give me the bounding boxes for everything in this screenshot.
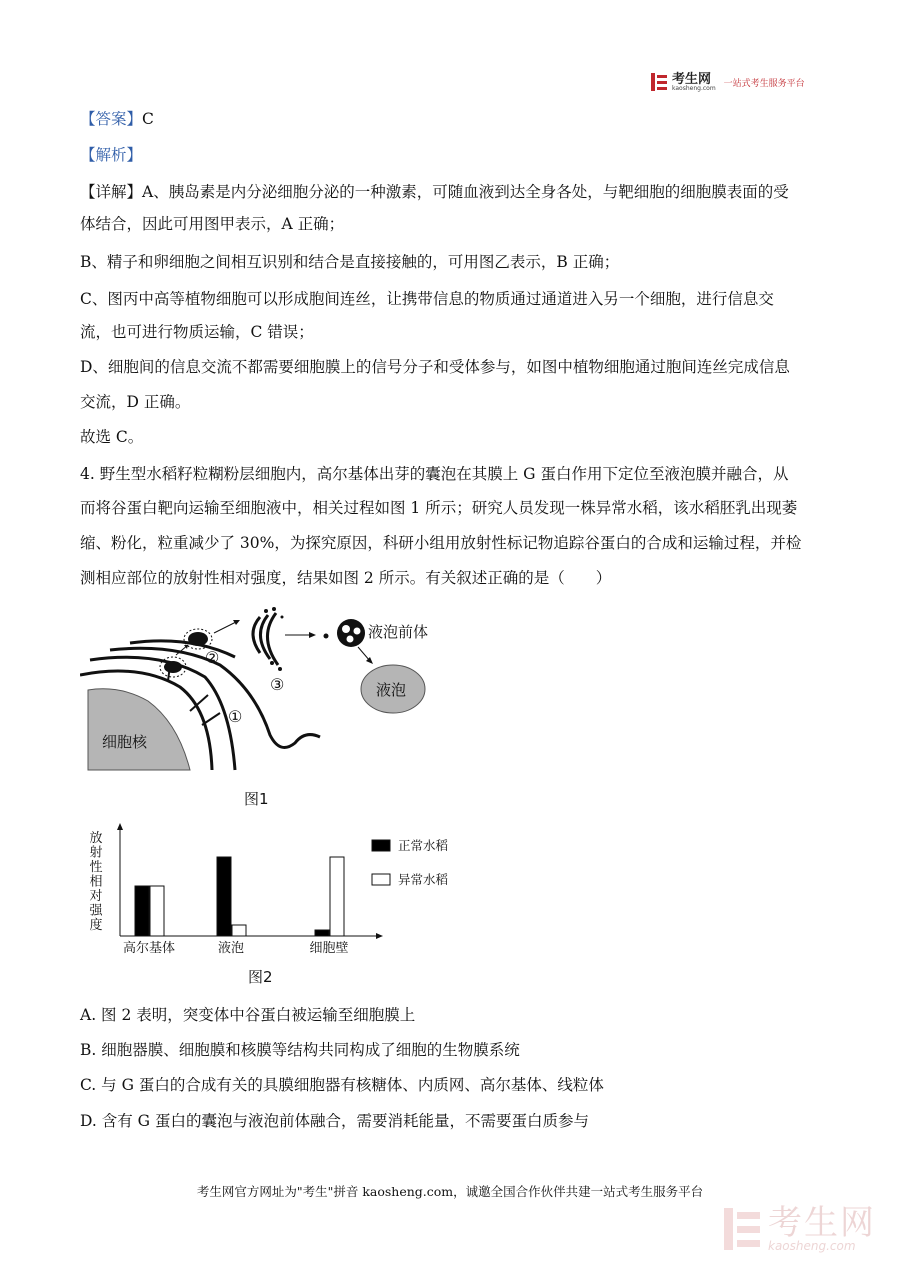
legend-swatch (372, 874, 390, 885)
vacuole-precursor (337, 619, 365, 647)
y-axis-label-char: 强 (89, 903, 103, 919)
logo-slogan: 一站式考生服务平台 (723, 78, 805, 89)
legend-label: 异常水稻 (398, 872, 449, 887)
analysis-line (80, 145, 825, 165)
logo-url: kaosheng.com (672, 84, 716, 92)
explanation-conclusion: 故选 C。 (80, 428, 144, 446)
answer-label: 【答案】 (80, 110, 143, 128)
step-3-label: ③ (270, 675, 285, 694)
figure-1-caption: 图1 (244, 790, 269, 808)
y-axis-label-char: 对 (89, 889, 103, 904)
question-line-3: 缩、粉化，粒重减少了 30%，为探究原因，科研小组用放射性标记物追踪谷蛋白的合成和运输过程，并检 (80, 534, 802, 552)
explanation-line-5: 流，也可进行物质运输，C 错误； (80, 323, 314, 341)
legend-label: 正常水稻 (398, 838, 449, 853)
header-logo (650, 72, 805, 92)
analysis-label: 【解析】 (80, 146, 143, 164)
explanation-line-2: 体结合，因此可用图甲表示，A 正确； (80, 215, 345, 233)
option-a: A. 图 2 表明，突变体中谷蛋白被运输至细胞膜上 (80, 1006, 416, 1024)
explanation-line-7: 交流，D 正确。 (80, 393, 191, 411)
y-axis-arrow (117, 823, 123, 830)
step-2-label: ② (205, 648, 220, 667)
explanation-text-1: A、胰岛素是内分泌细胞分泌的一种激素，可随血液到达全身各处，与靶细胞的细胞膜表面的受 (142, 183, 789, 201)
bar-abnormal (232, 925, 246, 936)
question-line-2: 而将谷蛋白靶向运输至细胞液中，相关过程如图 1 所示；研究人员发现一株异常水稻，该水稻胚乳出现萎 (80, 499, 798, 517)
explanation-line-4: C、图丙中高等植物细胞可以形成胞间连丝，让携带信息的物质通过通道进入另一个细胞，进行信息交 (80, 290, 774, 308)
question-line-4: 测相应部位的放射性相对强度，结果如图 2 所示。有关叙述正确的是（ ） (80, 569, 612, 587)
figure-2-chart (80, 820, 480, 960)
y-axis-label-char: 放 (89, 831, 103, 846)
figure-1-diagram (80, 605, 440, 775)
explanation-line-1 (80, 182, 825, 202)
step-1-label: ① (228, 707, 243, 726)
watermark-name: 考生网 (768, 1203, 876, 1243)
y-axis-label-char: 性 (89, 860, 103, 875)
option-c: C. 与 G 蛋白的合成有关的具膜细胞器有核糖体、内质网、高尔基体、线粒体 (80, 1076, 604, 1094)
watermark (722, 1203, 876, 1253)
bar-abnormal (330, 857, 344, 936)
x-tick-label: 液泡 (217, 941, 245, 956)
option-b: B. 细胞器膜、细胞膜和核膜等结构共同构成了细胞的生物膜系统 (80, 1041, 520, 1059)
y-axis-label-char: 度 (89, 918, 103, 933)
explanation-line-3: B、精子和卵细胞之间相互识别和结合是直接接触的，可用图乙表示，B 正确； (80, 253, 620, 271)
bar-abnormal (150, 886, 164, 936)
explanation-label: 【详解】 (80, 183, 143, 201)
answer-line (80, 109, 825, 129)
x-axis-arrow (376, 933, 383, 939)
precursor-label: 液泡前体 (368, 623, 429, 641)
legend-swatch (372, 840, 390, 851)
nucleus-label: 细胞核 (102, 733, 148, 751)
y-axis-label-char: 射 (89, 845, 103, 861)
watermark-logo-icon (722, 1206, 762, 1252)
question-line-1: 4. 野生型水稻籽粒糊粉层细胞内，高尔基体出芽的囊泡在其膜上 G 蛋白作用下定位至液泡膜并融合，从 (80, 465, 789, 483)
option-d: D. 含有 G 蛋白的囊泡与液泡前体融合，需要消耗能量，不需要蛋白质参与 (80, 1112, 589, 1130)
watermark-url: kaosheng.com (768, 1239, 856, 1253)
nucleus-shape (88, 689, 190, 770)
bar-normal (135, 886, 149, 936)
explanation-line-6: D、细胞间的信息交流不都需要细胞膜上的信号分子和受体参与，如图中植物细胞通过胞间连丝完成信息 (80, 358, 790, 376)
answer-value: C (142, 110, 154, 128)
figure-2-caption: 图2 (248, 968, 273, 986)
x-tick-label: 细胞壁 (309, 941, 349, 956)
bar-normal (315, 930, 329, 936)
vesicle-2 (188, 632, 208, 646)
kaosheng-logo-icon (650, 72, 668, 92)
vacuole-label: 液泡 (376, 681, 407, 699)
bar-normal (217, 857, 231, 936)
footer-text: 考生网官方网址为"考生"拼音 kaosheng.com，诚邀全国合作伙伴共建一站式考生服务平台 (196, 1184, 704, 1199)
y-axis-label-char: 相 (89, 874, 103, 890)
x-tick-label: 高尔基体 (122, 941, 176, 956)
golgi-apparatus (253, 607, 284, 671)
logo-name: 考生网 (672, 71, 712, 87)
